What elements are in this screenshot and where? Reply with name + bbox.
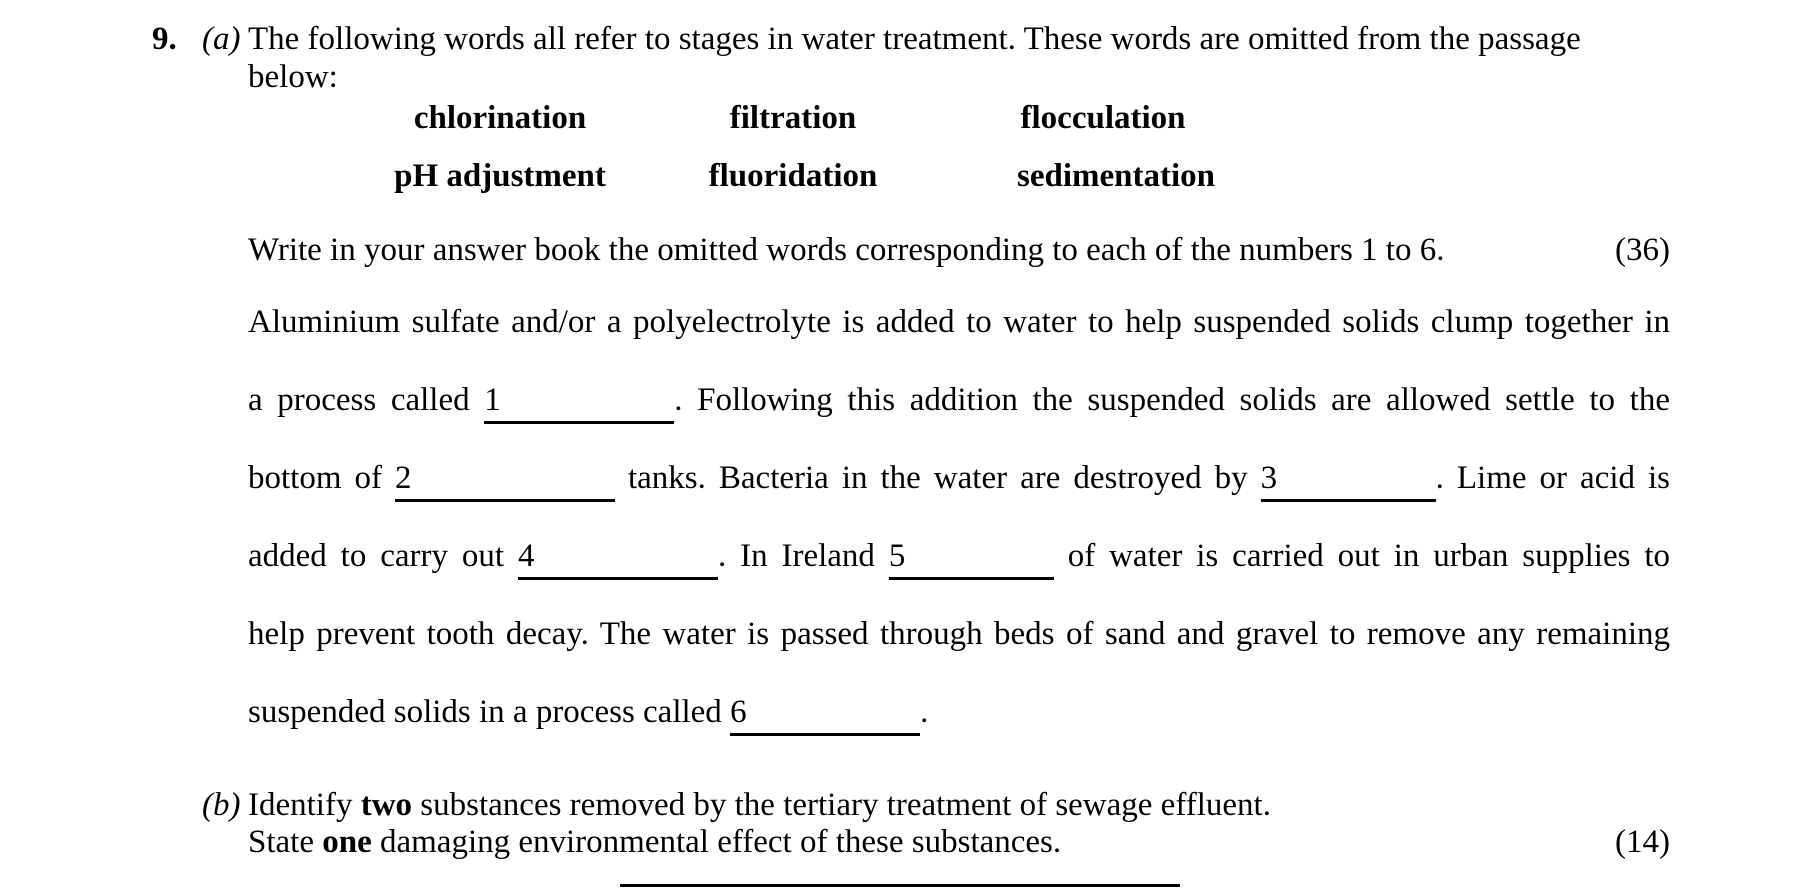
word-bank-item-ph-adjustment: pH adjustment <box>394 158 606 194</box>
part-b-bold-one: one <box>322 824 372 860</box>
blank-2 <box>395 457 615 502</box>
passage-line-3 <box>248 439 1670 517</box>
passage-text: added to carry out <box>248 538 518 574</box>
passage <box>248 283 1670 751</box>
passage-text: help prevent tooth decay. The water is passed through beds of sand and gravel to remove any remaining <box>248 616 1670 652</box>
part-b-line2-text <box>248 824 1061 861</box>
blank-6 <box>730 691 920 736</box>
passage-line-2 <box>248 361 1670 439</box>
passage-text: . Lime or acid is <box>1435 460 1670 496</box>
passage-text: tanks. Bacteria in the water are destroyed by <box>615 460 1261 496</box>
passage-text: of water is carried out in urban supplies to <box>1053 538 1671 574</box>
part-b-text: substances removed by the tertiary treatment of sewage effluent. <box>412 787 1271 823</box>
blank-6-number: 6 <box>730 694 747 730</box>
part-b-label: (b) <box>202 787 241 823</box>
blank-1 <box>484 379 674 424</box>
word-bank-item-fluoridation: fluoridation <box>708 158 878 194</box>
part-a-intro-line2: below: <box>248 59 338 95</box>
blank-5-number: 5 <box>888 538 906 574</box>
part-b-bold-two: two <box>360 787 413 823</box>
word-bank-item-filtration: filtration <box>729 100 857 136</box>
blank-3 <box>1261 457 1436 502</box>
part-a-intro-line1: The following words all refer to stages in water treatment. These words are omitted from the passage <box>248 21 1581 57</box>
part-b-marks: (14) <box>1615 824 1670 860</box>
blank-3-number: 3 <box>1260 460 1278 496</box>
part-a-marks: (36) <box>1615 232 1670 268</box>
blank-4 <box>518 535 718 580</box>
part-a-label: (a) <box>202 21 241 57</box>
passage-text: . In Ireland <box>717 538 889 574</box>
passage-text: . <box>920 694 929 730</box>
part-a-intro <box>248 20 1670 96</box>
passage-text: . Following this addition the suspended solids are allowed settle to the <box>674 382 1670 418</box>
part-b-line1 <box>248 787 1670 824</box>
blank-4-number: 4 <box>517 538 535 574</box>
question-number: 9. <box>152 21 177 57</box>
blank-5 <box>889 535 1054 580</box>
instruction-text: Write in your answer book the omitted words corresponding to each of the numbers 1 to 6. <box>248 232 1445 268</box>
passage-line-5 <box>248 595 1670 673</box>
passage-text: a process called <box>248 382 485 418</box>
answer-rule <box>620 884 1180 887</box>
blank-1-number: 1 <box>484 382 501 418</box>
passage-text: Aluminium sulfate and/or a polyelectrolyte is added to water to help suspended solids clump together in <box>248 304 1670 340</box>
passage-line-4 <box>248 517 1670 595</box>
part-b-content <box>248 787 1670 861</box>
part-a-header-row <box>152 20 1818 96</box>
part-b-text: State <box>248 824 323 860</box>
blank-2-number: 2 <box>395 460 412 496</box>
passage-text: bottom of <box>248 460 395 496</box>
passage-line-1 <box>248 283 1670 361</box>
word-bank <box>248 96 1670 214</box>
part-b-text: Identify <box>248 787 361 823</box>
word-bank-item-sedimentation: sedimentation <box>1017 158 1215 194</box>
part-b-row <box>152 787 1818 861</box>
passage-text: suspended solids in a process called <box>248 694 731 730</box>
instruction-row <box>248 230 1670 270</box>
word-bank-item-flocculation: flocculation <box>1020 100 1186 136</box>
passage-line-6 <box>248 673 1670 751</box>
word-bank-item-chlorination: chlorination <box>413 100 587 136</box>
part-b-line2 <box>248 824 1670 861</box>
part-b-text: damaging environmental effect of these substances. <box>371 824 1062 860</box>
